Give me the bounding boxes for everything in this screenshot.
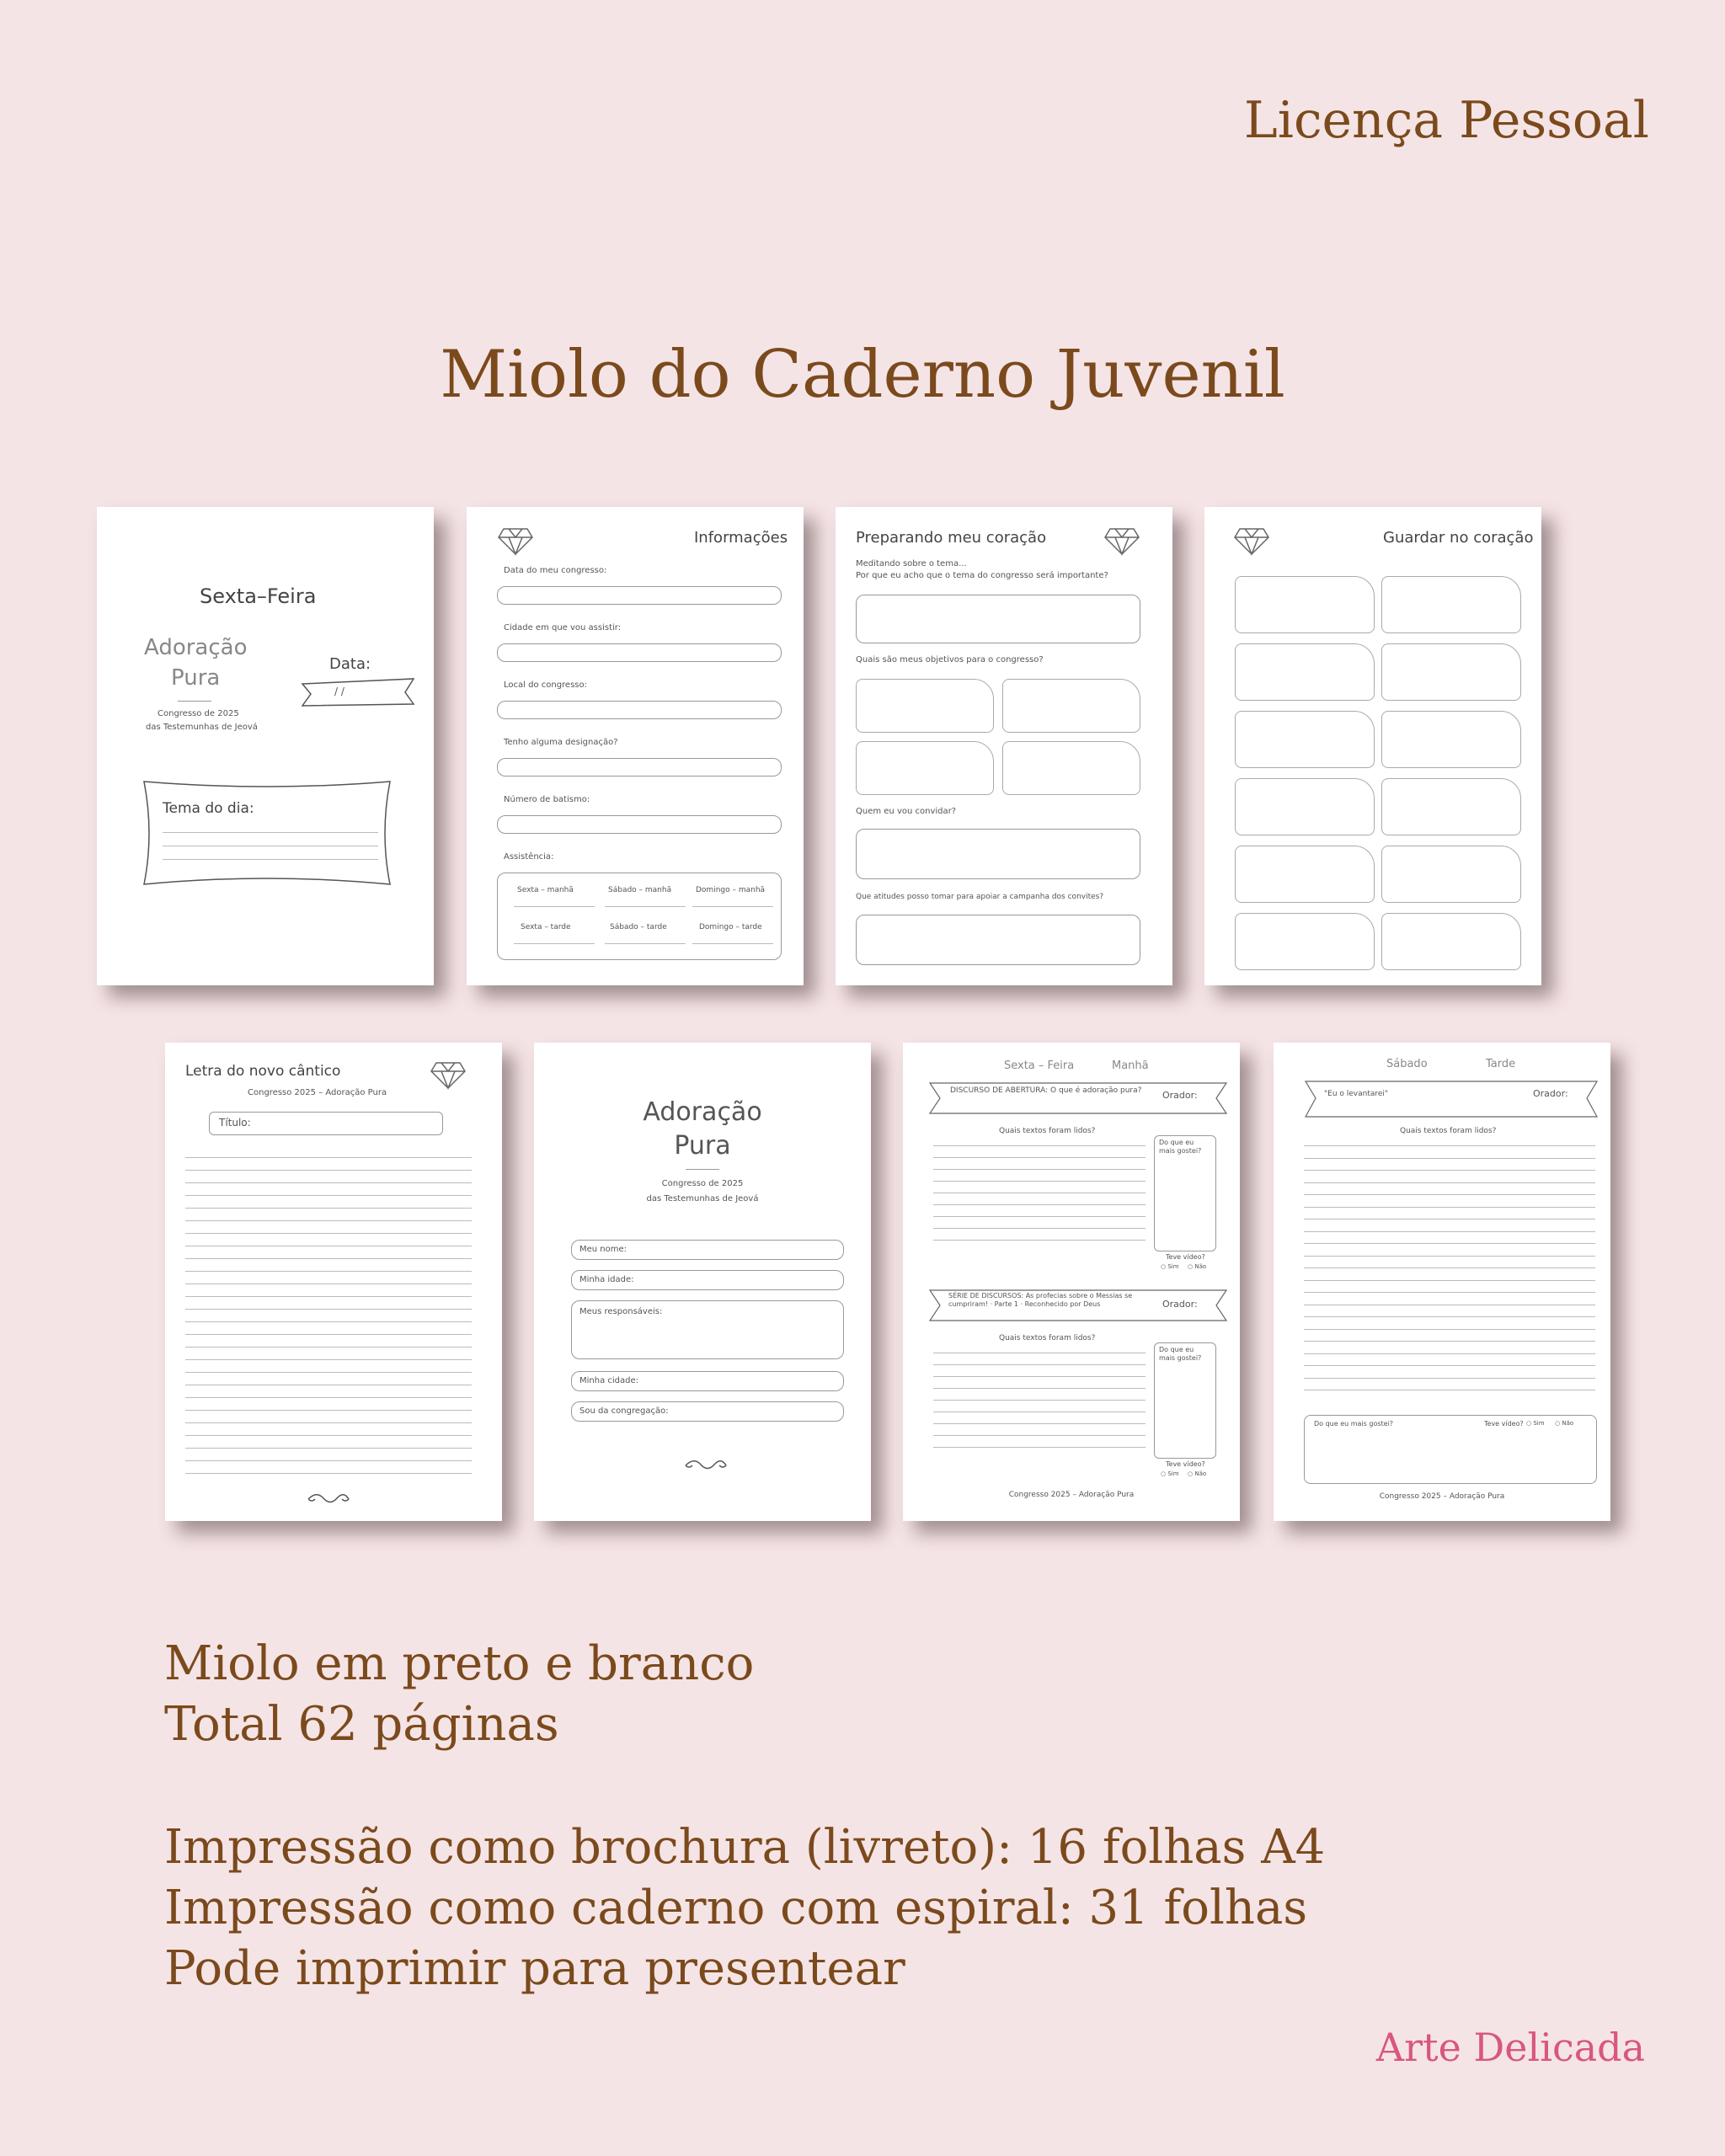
note-box[interactable] — [1235, 778, 1375, 835]
ruled-line[interactable] — [933, 1388, 1146, 1389]
ruled-line[interactable] — [185, 1347, 472, 1348]
city-input[interactable] — [497, 643, 782, 662]
ruled-line[interactable] — [1304, 1158, 1595, 1159]
title-divider — [686, 1169, 719, 1170]
note-box[interactable] — [1235, 711, 1375, 768]
liked-label: Do que eu mais gostei? — [1159, 1139, 1202, 1155]
baptism-number-input[interactable] — [497, 815, 782, 834]
page-preparando-coracao — [836, 507, 1172, 985]
congress-date-input[interactable] — [497, 586, 782, 605]
video-label: Teve vídeo? — [1166, 1253, 1205, 1261]
ruled-line[interactable] — [1304, 1329, 1595, 1330]
theme-line[interactable] — [163, 859, 378, 860]
page-footer: Congresso 2025 – Adoração Pura — [1379, 1492, 1505, 1501]
talk-title: "Eu o levantarei" — [1324, 1090, 1389, 1098]
video-label: Teve vídeo? — [1484, 1420, 1524, 1428]
ruled-line[interactable] — [933, 1204, 1146, 1205]
campaign-answer[interactable] — [856, 915, 1140, 965]
info-block-1 — [164, 1634, 754, 1755]
flourish-icon — [682, 1457, 729, 1472]
ruled-line[interactable] — [185, 1195, 472, 1196]
video-yes-radio[interactable]: ○ Sim — [1161, 1470, 1179, 1477]
ruled-line[interactable] — [185, 1473, 472, 1474]
ruled-line[interactable] — [933, 1435, 1146, 1436]
ruled-line[interactable] — [185, 1283, 472, 1284]
info-line: Total 62 páginas — [164, 1697, 559, 1752]
attendance-line — [605, 906, 686, 907]
period-label: Manhã — [1112, 1059, 1149, 1072]
page-sexta-feira-cover — [97, 507, 434, 985]
ruled-line[interactable] — [933, 1364, 1146, 1365]
footer-brand: Arte Delicada — [1375, 2025, 1645, 2070]
diamond-icon — [430, 1059, 467, 1091]
ruled-line[interactable] — [1304, 1170, 1595, 1171]
ruled-line[interactable] — [933, 1216, 1146, 1217]
attendance-line — [514, 906, 595, 907]
ruled-line[interactable] — [185, 1170, 472, 1171]
video-yes-radio[interactable]: ○ Sim — [1526, 1420, 1545, 1427]
note-box[interactable] — [1381, 778, 1521, 835]
ruled-line[interactable] — [185, 1182, 472, 1183]
attendance-option[interactable]: Domingo – tarde — [699, 923, 762, 931]
ruled-line[interactable] — [185, 1372, 472, 1373]
attendance-option[interactable]: Domingo – manhã — [696, 886, 766, 894]
field-label: Meu nome: — [579, 1245, 628, 1254]
page-title: Preparando meu coração — [856, 529, 1047, 547]
ruled-line[interactable] — [185, 1410, 472, 1411]
cover-title-line2: Pura — [171, 665, 221, 691]
page-footer: Congresso 2025 – Adoração Pura — [1008, 1491, 1135, 1499]
page-letra-cantico — [165, 1043, 502, 1521]
field-label: Data do meu congresso: — [504, 566, 607, 575]
attendance-option[interactable]: Sábado – tarde — [610, 923, 667, 931]
note-box[interactable] — [1235, 643, 1375, 701]
ruled-line[interactable] — [185, 1157, 472, 1158]
ruled-line[interactable] — [1304, 1353, 1595, 1354]
field-label: Tenho alguma designação? — [504, 738, 618, 747]
ruled-line[interactable] — [185, 1309, 472, 1310]
liked-label: Do que eu mais gostei? — [1159, 1346, 1202, 1362]
attendance-option[interactable]: Sexta – tarde — [521, 923, 571, 931]
ruled-line[interactable] — [1304, 1231, 1595, 1232]
info-line: Pode imprimir para presentear — [164, 1941, 905, 1996]
ruled-line[interactable] — [185, 1321, 472, 1322]
question-label: Que atitudes posso tomar para apoiar a campanha dos convites? — [856, 893, 1104, 901]
ruled-line[interactable] — [1304, 1280, 1595, 1281]
ruled-line[interactable] — [1304, 1365, 1595, 1366]
goal-box[interactable] — [1002, 679, 1140, 733]
field-label: Minha idade: — [579, 1275, 634, 1284]
day-title: Sexta–Feira — [200, 584, 317, 608]
date-label: Data: — [329, 655, 371, 673]
speaker-label: Orador: — [1533, 1088, 1568, 1099]
diamond-icon — [497, 526, 534, 558]
liked-label: Do que eu mais gostei? — [1314, 1420, 1394, 1428]
ruled-line[interactable] — [933, 1240, 1146, 1241]
flourish-icon — [305, 1491, 352, 1506]
date-ribbon-icon — [299, 675, 417, 709]
ruled-line[interactable] — [185, 1208, 472, 1209]
video-yes-radio[interactable]: ○ Sim — [1161, 1263, 1179, 1270]
info-line: Impressão como brochura (livreto): 16 folhas A4 — [164, 1820, 1326, 1875]
ruled-line[interactable] — [933, 1157, 1146, 1158]
ruled-line[interactable] — [933, 1169, 1146, 1170]
goal-box[interactable] — [856, 679, 994, 733]
ruled-line[interactable] — [185, 1448, 472, 1449]
ruled-line[interactable] — [1304, 1378, 1595, 1379]
note-box[interactable] — [1235, 576, 1375, 633]
goal-box[interactable] — [1002, 741, 1140, 795]
attendance-option[interactable]: Sexta – manhã — [517, 886, 574, 894]
cover-subtitle-1: Congresso de 2025 — [158, 709, 239, 718]
talk-title: DISCURSO DE ABERTURA: O que é adoração pura? — [950, 1086, 1142, 1095]
ruled-line[interactable] — [933, 1228, 1146, 1229]
ruled-line[interactable] — [1304, 1145, 1595, 1146]
ruled-line[interactable] — [185, 1422, 472, 1423]
ruled-line[interactable] — [185, 1397, 472, 1398]
video-no-radio[interactable]: ○ Não — [1555, 1420, 1574, 1427]
ruled-line[interactable] — [1304, 1292, 1595, 1293]
ruled-line[interactable] — [1304, 1243, 1595, 1244]
page-adoracao-pura-cover — [534, 1043, 871, 1521]
song-title-label: Título: — [219, 1117, 251, 1129]
venue-input[interactable] — [497, 701, 782, 719]
cover-subtitle-2: das Testemunhas de Jeová — [146, 723, 258, 732]
invite-answer[interactable] — [856, 829, 1140, 879]
ruled-line[interactable] — [933, 1376, 1146, 1377]
question-label: Por que eu acho que o tema do congresso será importante? — [856, 571, 1108, 580]
ruled-line[interactable] — [185, 1334, 472, 1335]
ruled-line[interactable] — [1304, 1341, 1595, 1342]
ruled-line[interactable] — [185, 1460, 472, 1461]
ruled-line[interactable] — [185, 1258, 472, 1259]
page-guardar-coracao — [1204, 507, 1541, 985]
ruled-line[interactable] — [933, 1423, 1146, 1424]
texts-label: Quais textos foram lidos? — [999, 1127, 1096, 1135]
info-block-2 — [164, 1817, 1325, 1999]
speaker-label: Orador: — [1162, 1299, 1198, 1310]
ruled-line[interactable] — [1304, 1316, 1595, 1317]
note-box[interactable] — [1235, 846, 1375, 903]
day-label: Sábado — [1386, 1058, 1428, 1070]
field-label: Cidade em que vou assistir: — [504, 623, 622, 632]
ruled-line[interactable] — [1304, 1256, 1595, 1257]
note-box[interactable] — [1381, 913, 1521, 970]
ruled-line[interactable] — [933, 1181, 1146, 1182]
page-sabado-tarde-notes — [1274, 1043, 1610, 1521]
page-sexta-manha-notes — [903, 1043, 1240, 1521]
diamond-icon — [1103, 526, 1140, 558]
attendance-line — [605, 943, 686, 944]
ruled-line[interactable] — [185, 1359, 472, 1360]
field-label: Sou da congregação: — [579, 1406, 669, 1416]
cover-title-line1: Adoração — [144, 635, 248, 660]
date-value[interactable]: / / — [334, 686, 344, 697]
ruled-line[interactable] — [933, 1145, 1146, 1146]
ruled-line[interactable] — [1304, 1182, 1595, 1183]
field-label: Assistência: — [504, 852, 554, 862]
cover-subtitle-1: Congresso de 2025 — [661, 1179, 744, 1188]
video-no-radio[interactable]: ○ Não — [1188, 1470, 1207, 1477]
cover-title-line1: Adoração — [643, 1097, 762, 1127]
cover-title-line2: Pura — [674, 1131, 731, 1161]
page-title: Informações — [694, 529, 788, 547]
note-box[interactable] — [1381, 711, 1521, 768]
info-line: Miolo em preto e branco — [164, 1636, 755, 1691]
ruled-line[interactable] — [185, 1296, 472, 1297]
talk-title: SÉRIE DE DISCURSOS: As profecias sobre o Messias se cumpriram! · Parte 1 · Reconhecido por Deus — [948, 1292, 1133, 1308]
field-label: Número de batismo: — [504, 795, 590, 804]
ruled-line[interactable] — [1304, 1267, 1595, 1268]
page-subtitle: Congresso 2025 – Adoração Pura — [248, 1088, 387, 1097]
ruled-line[interactable] — [185, 1435, 472, 1436]
talk-ribbon-icon — [1304, 1078, 1599, 1120]
theme-label: Tema do dia: — [163, 800, 254, 817]
period-label: Tarde — [1486, 1058, 1516, 1070]
note-box[interactable] — [1381, 576, 1521, 633]
title-divider — [178, 701, 211, 702]
question-label: Meditando sobre o tema... — [856, 559, 967, 568]
field-label: Local do congresso: — [504, 680, 587, 690]
page-informacoes — [467, 507, 804, 985]
attendance-line — [514, 943, 595, 944]
theme-reflection-answer[interactable] — [856, 595, 1140, 643]
theme-frame-icon — [141, 778, 393, 888]
note-box[interactable] — [1381, 643, 1521, 701]
attendance-option[interactable]: Sábado – manhã — [608, 886, 672, 894]
ruled-line[interactable] — [933, 1447, 1146, 1448]
texts-label: Quais textos foram lidos? — [1400, 1127, 1497, 1135]
theme-line[interactable] — [163, 832, 378, 833]
goal-box[interactable] — [856, 741, 994, 795]
cover-subtitle-2: das Testemunhas de Jeová — [646, 1194, 759, 1203]
video-no-radio[interactable]: ○ Não — [1188, 1263, 1207, 1270]
ruled-line[interactable] — [185, 1233, 472, 1234]
field-label: Minha cidade: — [579, 1376, 639, 1385]
page-title: Letra do novo cântico — [185, 1063, 341, 1080]
main-title: Miolo do Caderno Juvenil — [440, 337, 1285, 413]
note-box[interactable] — [1381, 846, 1521, 903]
field-label: Meus responsáveis: — [579, 1307, 663, 1316]
ruled-line[interactable] — [185, 1220, 472, 1221]
video-label: Teve vídeo? — [1166, 1460, 1205, 1468]
diamond-icon — [1233, 526, 1270, 558]
question-label: Quais são meus objetivos para o congresso? — [856, 655, 1044, 664]
note-box[interactable] — [1235, 913, 1375, 970]
question-label: Quem eu vou convidar? — [856, 807, 957, 816]
texts-label: Quais textos foram lidos? — [999, 1334, 1096, 1342]
ruled-line[interactable] — [1304, 1207, 1595, 1208]
ruled-line[interactable] — [933, 1400, 1146, 1401]
license-label: Licença Pessoal — [1243, 91, 1649, 150]
info-line: Impressão como caderno com espiral: 31 folhas — [164, 1881, 1308, 1935]
attendance-line — [692, 943, 773, 944]
page-title: Guardar no coração — [1383, 529, 1534, 547]
assignment-input[interactable] — [497, 758, 782, 776]
ruled-line[interactable] — [1304, 1194, 1595, 1195]
speaker-label: Orador: — [1162, 1090, 1198, 1101]
day-label: Sexta – Feira — [1004, 1059, 1075, 1072]
ruled-line[interactable] — [185, 1271, 472, 1272]
attendance-line — [692, 906, 773, 907]
